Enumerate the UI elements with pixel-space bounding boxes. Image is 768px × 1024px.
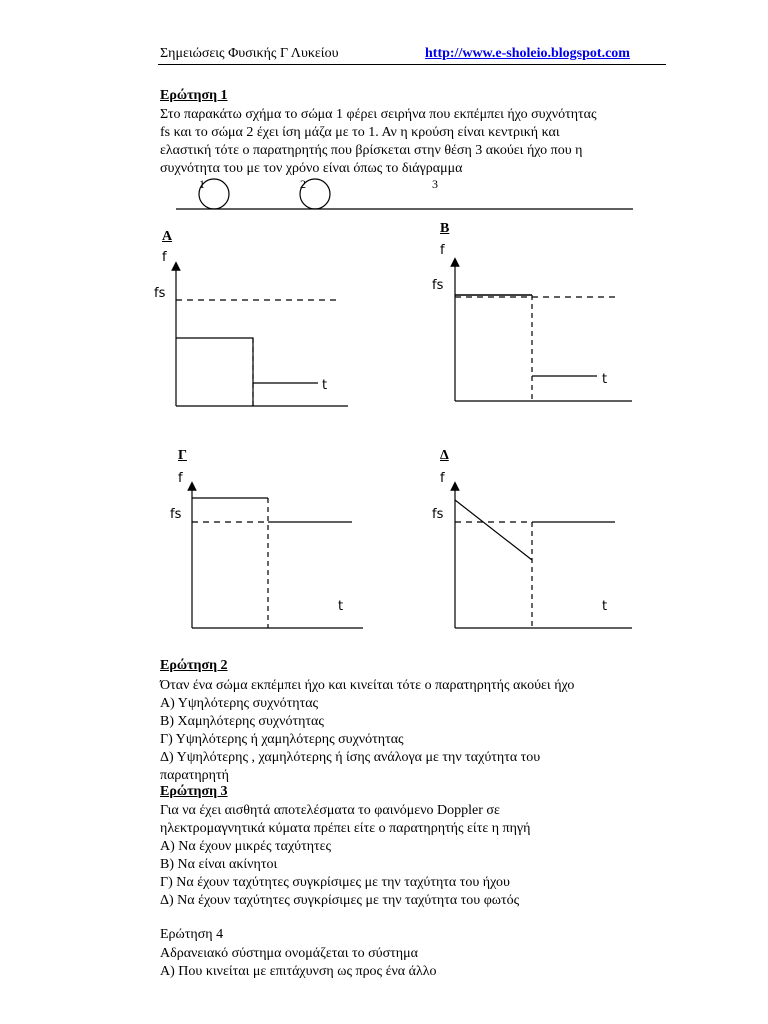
header-title: Σημειώσεις Φυσικής Γ Λυκείου bbox=[160, 46, 339, 61]
graph-b-f-label: f bbox=[440, 243, 445, 258]
q4-line: Αδρανειακό σύστημα ονομάζεται το σύστημα bbox=[160, 946, 418, 961]
graph-c-label: Γ bbox=[178, 448, 187, 463]
q3-title: Ερώτηση 3 bbox=[160, 784, 228, 799]
graph-c-f-label: f bbox=[178, 471, 183, 486]
observer-position-label: 3 bbox=[432, 177, 438, 191]
graph-d-f-label: f bbox=[440, 471, 445, 486]
graph-b-t-label: t bbox=[602, 372, 608, 387]
q1-title: Ερώτηση 1 bbox=[160, 88, 228, 103]
graph-b-fs-label: fs bbox=[432, 278, 444, 293]
q2-line: Όταν ένα σώμα εκπέμπει ήχο και κινείται τότε ο παρατηρητής ακούει ήχο bbox=[160, 678, 575, 693]
q3-option-d: Δ) Να έχουν ταχύτητες συγκρίσιμες με την ταχύτητα του φωτός bbox=[160, 893, 520, 908]
graph-c-t-label: t bbox=[338, 599, 344, 614]
graph-a-f-label: f bbox=[162, 250, 167, 265]
q2-option-d: Δ) Υψηλότερης , χαμηλότερης ή ίσης ανάλογα με την ταχύτητα του bbox=[160, 750, 541, 765]
graph-d-t-label: t bbox=[602, 599, 608, 614]
q2-option-c: Γ) Υψηλότερης ή χαμηλότερης συχνότητας bbox=[160, 732, 404, 747]
q3-line: ηλεκτρομαγνητικά κύματα πρέπει είτε ο παρατηρητής είτε η πηγή bbox=[160, 821, 531, 836]
q1-line: ελαστική τότε ο παρατηρητής που βρίσκεται στην θέση 3 ακούει ήχο που η bbox=[160, 143, 583, 158]
header-url-link[interactable]: http://www.e-sholeio.blogspot.com bbox=[425, 46, 630, 61]
graph-d-fs-label: fs bbox=[432, 507, 444, 522]
q2-option-b: Β) Χαμηλότερης συχνότητας bbox=[160, 714, 324, 729]
q2-option-d-cont: παρατηρητή bbox=[160, 768, 229, 783]
graph-d-label: Δ bbox=[440, 448, 449, 463]
q2-option-a: Α) Υψηλότερης συχνότητας bbox=[160, 696, 319, 711]
graph-a-fs-label: fs bbox=[154, 286, 166, 301]
graph-d-decreasing-line bbox=[455, 500, 532, 560]
graph-c-fs-label: fs bbox=[170, 507, 182, 522]
q3-line: Για να έχει αισθητά αποτελέσματα το φαινόμενο Doppler σε bbox=[160, 803, 500, 818]
q3-option-a: Α) Να έχουν μικρές ταχύτητες bbox=[160, 839, 332, 854]
q3-option-b: Β) Να είναι ακίνητοι bbox=[160, 857, 278, 872]
graph-b-label: Β bbox=[440, 221, 450, 236]
body-1-label: 1 bbox=[199, 177, 205, 191]
q1-line: Στο παρακάτω σχήμα το σώμα 1 φέρει σειρήνα που εκπέμπει ήχο συχνότητας bbox=[160, 107, 597, 122]
q1-line: συχνότητα του με τον χρόνο είναι όπως το διάγραμμα bbox=[160, 161, 463, 176]
q4-title: Ερώτηση 4 bbox=[160, 927, 224, 942]
graph-a-t-label: t bbox=[322, 378, 328, 393]
graph-a-label: Α bbox=[162, 229, 173, 244]
q1-line: fs και το σώμα 2 έχει ίση μάζα με το 1. Αν η κρούση είναι κεντρική και bbox=[160, 125, 560, 140]
body-2-label: 2 bbox=[300, 177, 306, 191]
q3-option-c: Γ) Να έχουν ταχύτητες συγκρίσιμες με την ταχύτητα του ήχου bbox=[160, 875, 510, 890]
q4-option-a: Α) Που κινείται με επιτάχυνση ως προς ένα άλλο bbox=[160, 964, 437, 979]
q2-title: Ερώτηση 2 bbox=[160, 658, 228, 673]
